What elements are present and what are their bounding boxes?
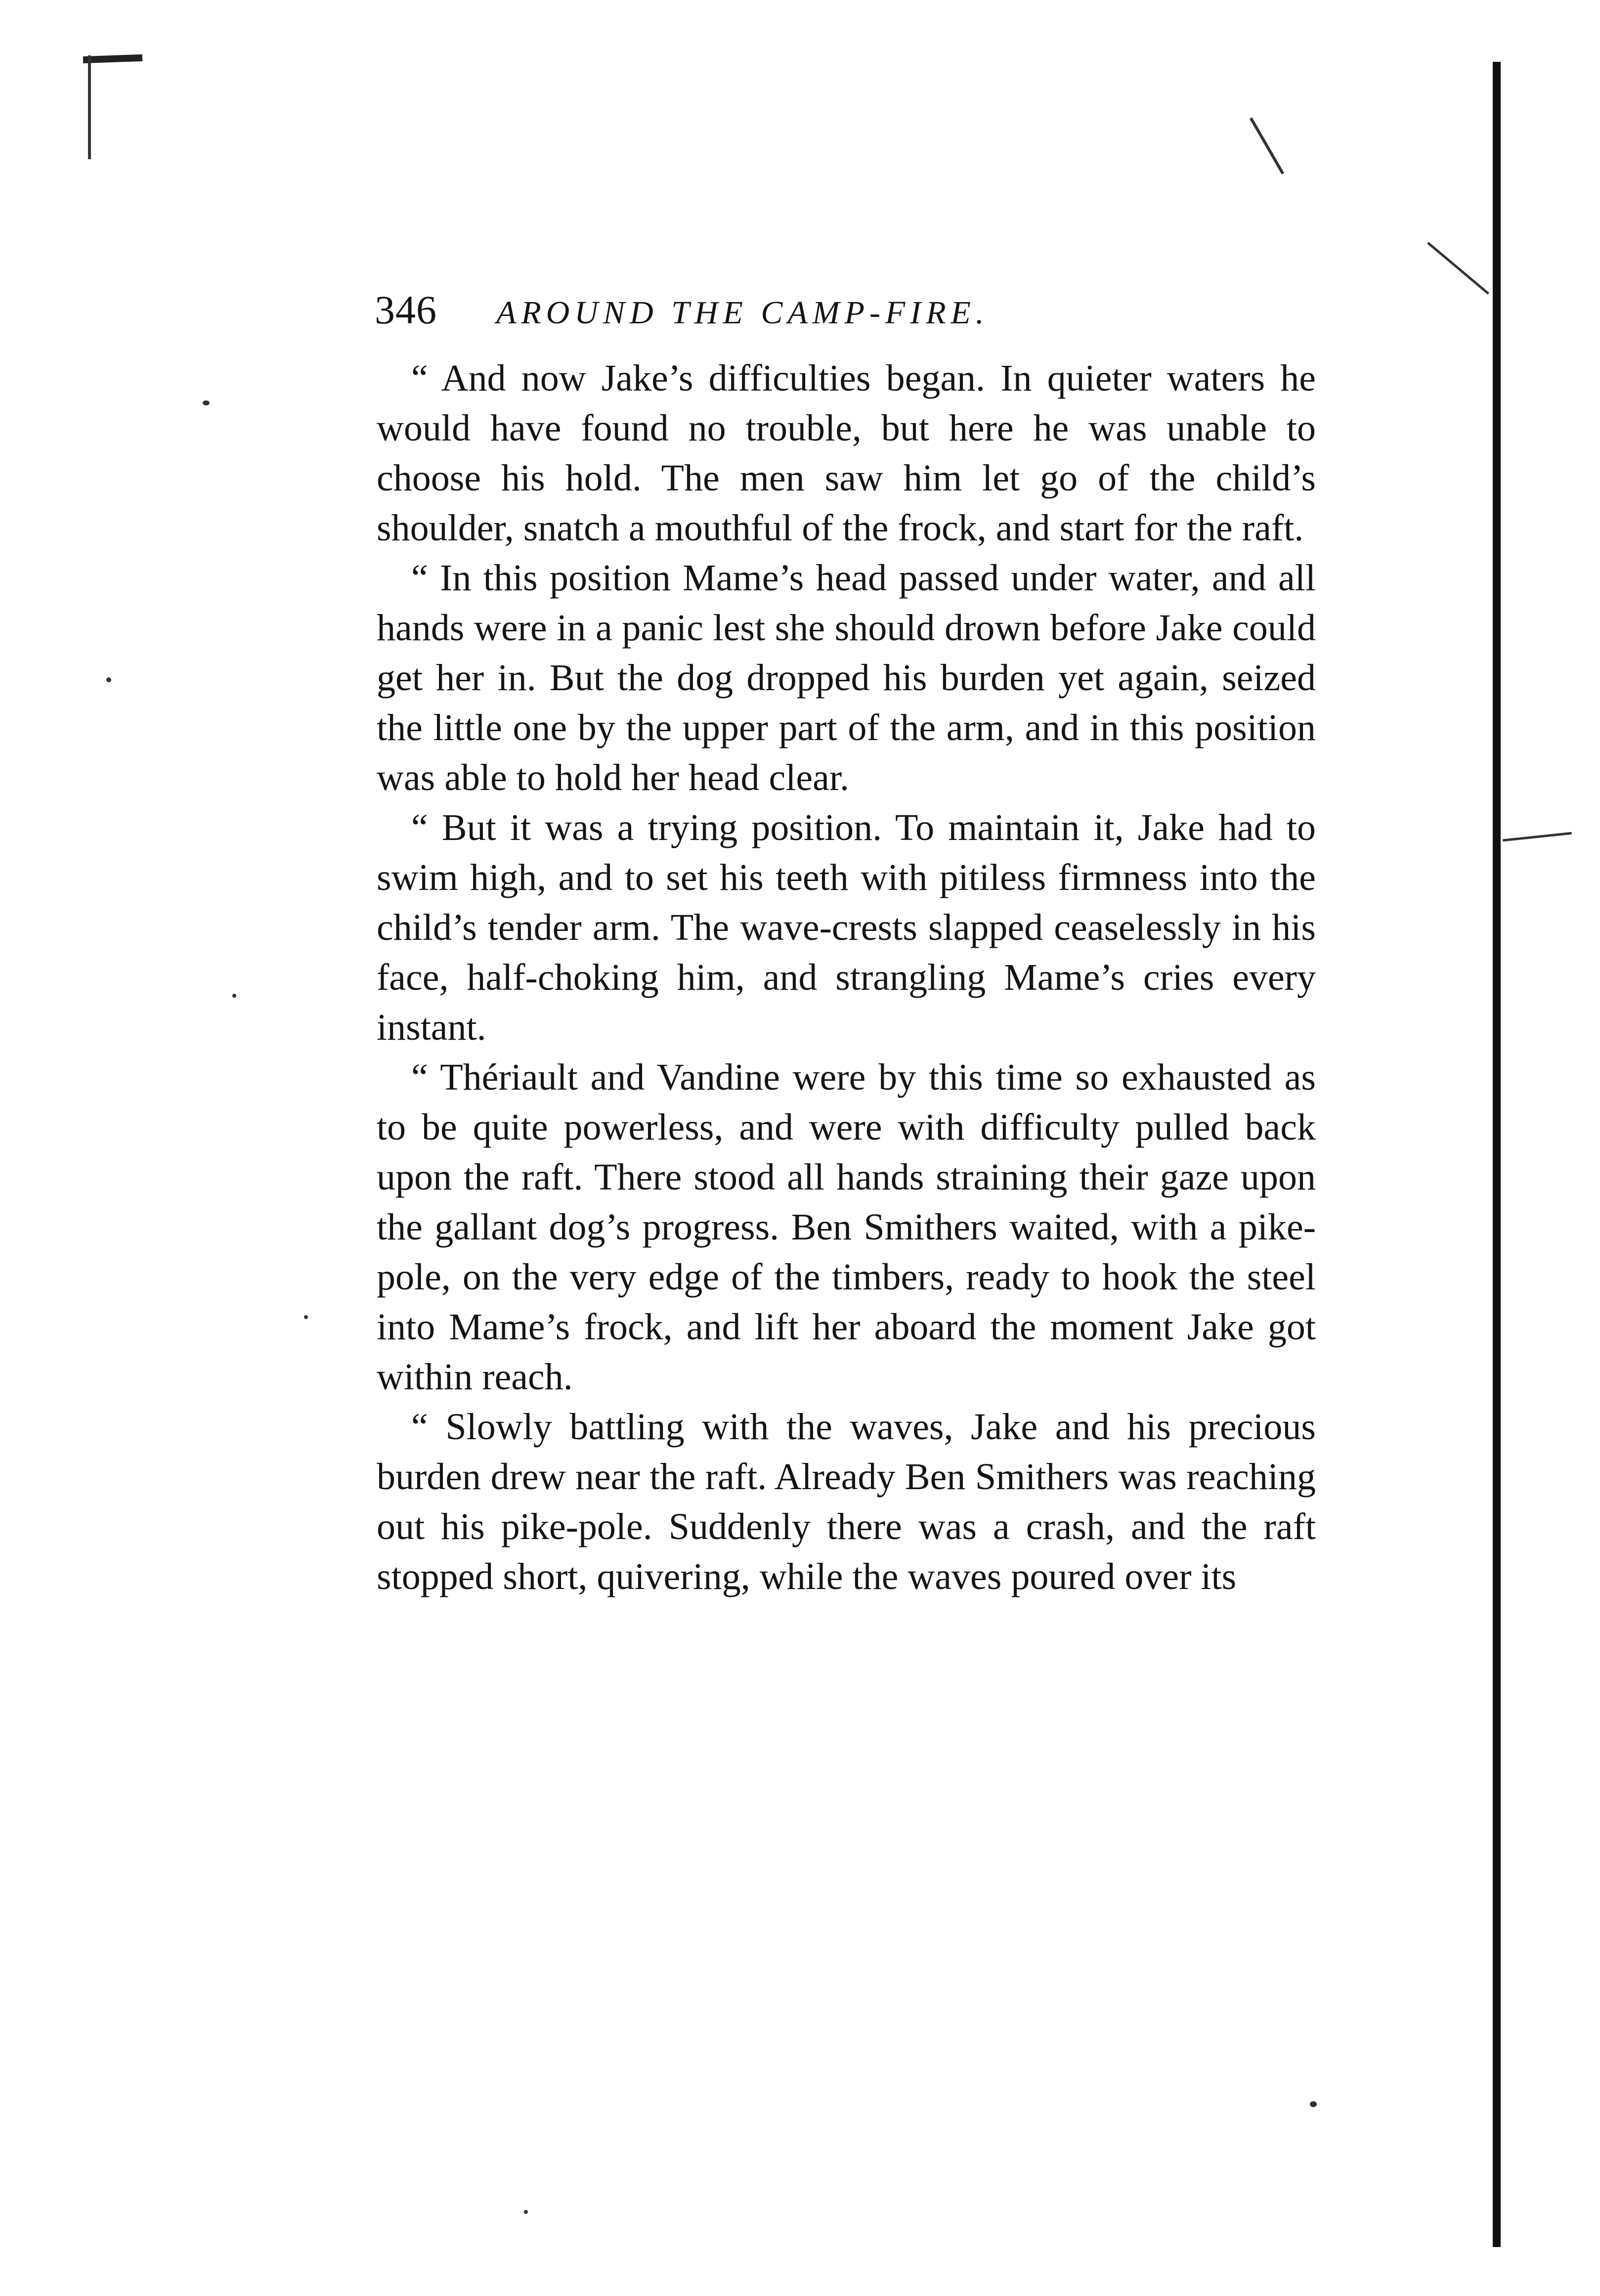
scan-artifact-stroke: [1503, 832, 1572, 842]
page-number: 346: [375, 287, 437, 332]
scan-artifact-speck: [304, 1315, 308, 1319]
scan-artifact-speck: [203, 400, 210, 405]
scan-artifact-speck: [1310, 2101, 1317, 2107]
scan-artifact-binding-edge: [1493, 62, 1501, 2247]
scan-artifact-speck: [106, 677, 111, 682]
paragraph: “ Thériault and Vandine were by this time so exhausted as to be quite powerless, and were with difficulty pulled back upon the raft. There stood all hands straining their gaze upon the gallant dog’s progress. Ben Smithers waited, with a pike-pole, on the very edge of the timbers, ready to hook the steel into Mame’s frock, and lift her aboard the moment Jake got within reach.: [377, 1057, 1316, 1398]
paragraph: “ In this position Mame’s head passed under water, and all hands were in a panic lest she should drown before Jake could get her in. But the dog dropped his burden yet again, seized the little one by the upper part of the arm, and in this position was able to hold her head clear.: [377, 557, 1316, 798]
scan-artifact-corner: [83, 54, 142, 63]
scan-artifact-speck: [232, 994, 236, 998]
scan-artifact-corner-edge: [88, 55, 91, 159]
running-title: AROUND THE CAMP-FIRE.: [496, 295, 989, 331]
scan-artifact-stroke: [1427, 242, 1489, 295]
paragraph: “ But it was a trying position. To maintain it, Jake had to swim high, and to set his teeth with pitiless firmness into the child’s tender arm. The wave-crests slapped ceaselessly in his face, half-choking him, and strangling Mame’s cries every instant.: [377, 807, 1316, 1048]
scan-artifact-speck: [524, 2210, 528, 2214]
paragraph: “ Slowly battling with the waves, Jake and his precious burden drew near the raft. Already Ben Smithers was reaching out his pike-pole. Suddenly there was a crash, and the raft stopped short, quivering, while the waves poured over its: [377, 1406, 1316, 1597]
body-text: [377, 353, 1316, 1602]
running-head: [375, 287, 1413, 341]
scan-artifact-stroke: [1250, 117, 1284, 175]
paragraph: “ And now Jake’s difficulties began. In quieter waters he would have found no trouble, but here he was unable to choose his hold. The men saw him let go of the child’s shoulder, snatch a mouthful of the frock, and start for the raft.: [377, 357, 1316, 549]
